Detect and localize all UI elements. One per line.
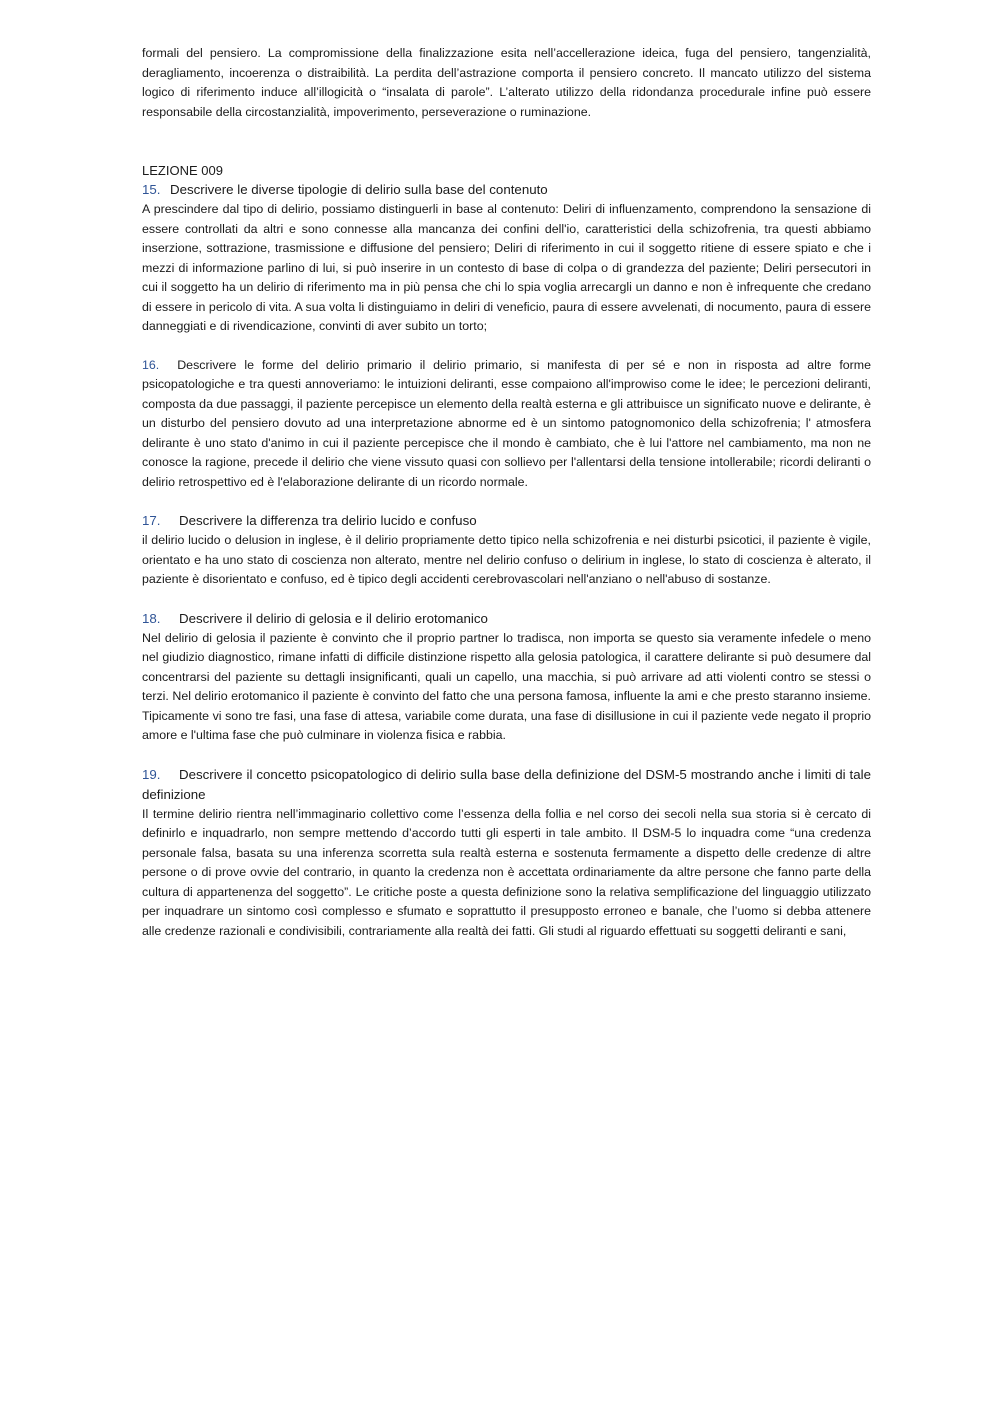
question-15-heading (142, 180, 871, 200)
question-18-title: Descrivere il delirio di gelosia e il delirio erotomanico (179, 610, 488, 626)
question-18-heading (142, 609, 871, 629)
question-15-title: Descrivere le diverse tipologie di delirio sulla base del contenuto (170, 182, 548, 197)
question-18-number: 18. (142, 610, 161, 626)
question-19-body: Il termine delirio rientra nell’immaginario collettivo come l’essenza della follia e nel corso dei secoli nella sua storia si è cercato di definirlo e inquadrarlo, non sempre mettendo d’accordo tutti gli esperti in tale ambito. Il DSM-5 lo inquadra come “una credenza personale falsa, basata su una inferenza scorretta sula realtà esterna e sostenuta fermamente a dispetto delle credenze di altre persone o di prove ovvie del contrario, in quanto la credenza non è accettata ordinariamente da altre persone che fanno parte della cultura di appartenenza del soggetto”. Le critiche poste a questa definizione sono la relativa semplificazione del linguaggio utilizzato per inquadrare un sintomo così complesso e sfumato e soprattutto il presupposto erroneo e banale, che l’uomo si debba attenere alle credenze razionali e condivisibili, contrariamente alla realtà dei fatti. Gli studi al riguardo effettuati su soggetti deliranti e sani, (142, 806, 871, 938)
question-19-title: Descrivere il concetto psicopatologico di delirio sulla base della definizione del DSM-5 mostrando anche i limiti di tale definizione (142, 766, 871, 802)
intro-paragraph: formali del pensiero. La compromissione della finalizzazione esita nell’accellerazione ideica, fuga del pensiero, tangenzialità, deragliamento, incoerenza o distraibilità. La perdita dell’astrazione comporta il pensiero concreto. Il mancato utilizzo del sistema logico di riferimento induce all’illogicità o “insalata di parole”. L’alterato utilizzo della ridondanza procedurale infine può essere responsabile della circostanzialità, impoverimento, perseverazione o ruminazione. (142, 46, 871, 119)
question-17-title: Descrivere la differenza tra delirio lucido e confuso (179, 513, 477, 528)
question-19-number: 19. (142, 766, 161, 782)
lesson-heading: LEZIONE 009 (142, 163, 223, 178)
question-16-paragraph (142, 356, 871, 493)
question-16-body: Descrivere le forme del delirio primario il delirio primario, si manifesta di per sé e non in risposta ad altre forme psicopatologiche e tra questi annoveriamo: le intuizioni deliranti, esse compaiono all'improwiso come le idee; le percezioni deliranti, composta da due passaggi, il paziente percepisce un elemento della realtà esterna e gli attribuisce un significato nuove e delirante, è un disturbo del pensiero dovuto ad una interpretazione abnorme ed è un sintomo patognomonico della schizofrenia; l' atmosfera delirante è uno stato d'animo in cui il paziente percepisce che il mondo è cambiato, che è lui l'attore nel cambiamento, ma non ne conosce la ragione, precede il delirio che viene vissuto quasi con sollievo per l'allentarsi della tensione intollerabile; ricordi deliranti o delirio retrospettivo ed è l'elaborazione delirante di un ricordo normale. (142, 357, 871, 489)
question-15-number: 15. (142, 182, 161, 197)
question-17-body: il delirio lucido o delusion in inglese, è il delirio propriamente detto tipico nella schizofrenia e nei disturbi psicotici, il paziente è vigile, orientato e ha uno stato di coscienza non alterato, mentre nel delirio confuso o delirium in inglese, lo stato di coscienza è alterato, il paziente è disorientato e confuso, ed è tipico degli accidenti cerebrovascolari nell'anziano o nell'abuso di sostanze. (142, 533, 871, 586)
question-17-number: 17. (142, 513, 161, 528)
question-16-number: 16. (142, 357, 160, 372)
question-17-heading (142, 511, 871, 531)
question-19-heading (142, 765, 871, 805)
question-18-body: Nel delirio di gelosia il paziente è convinto che il proprio partner lo tradisca, non importa se questo sia veramente infedele o meno nel giudizio diagnostico, rimane infatti di difficile distinzione rispetto alla gelosia patologica, il carattere delirante si può desumere dal concentrarsi del paziente su dettagli insignificanti, quali un capello, una macchia, si può arrivare ad atti violenti contro se stessi o terzi. Nel delirio erotomanico il paziente è convinto del fatto che una persona famosa, influente la ami e che presto staranno insieme. Tipicamente vi sono tre fasi, una fase di attesa, variabile come durata, una fase di disillusione in cui il paziente vede negato il proprio amore e l'ultima fase che può culminare in violenza fisica e rabbia. (142, 630, 871, 742)
page-content (142, 44, 871, 960)
question-15-body: A prescindere dal tipo di delirio, possiamo distinguerli in base al contenuto: Deliri di influenzamento, comprendono la sensazione di essere controllati da altri e sono connesse alla mancanza dei confini dell'io, caratteristici della schizofrenia, tra questi abbiamo inserzione, sottrazione, trasmissione e diffusione del pensiero; Deliri di riferimento in cui il soggetto ritiene di essere spiato e che i mezzi di informazione parlino di lui, si può inserire in un contesto di base di colpa o di grandezza del paziente; Deliri persecutori in cui il soggetto ha un delirio di riferimento ma in più pensa che chi lo spia voglia arrecargli un danno e non è infrequente che credano di essere in pericolo di vita. A sua volta li distinguiamo in deliri di veneficio, paura di essere avvelenati, di nocumento, paura di essere danneggiati e di rivendicazione, convinti di aver subito un torto; (142, 202, 871, 333)
